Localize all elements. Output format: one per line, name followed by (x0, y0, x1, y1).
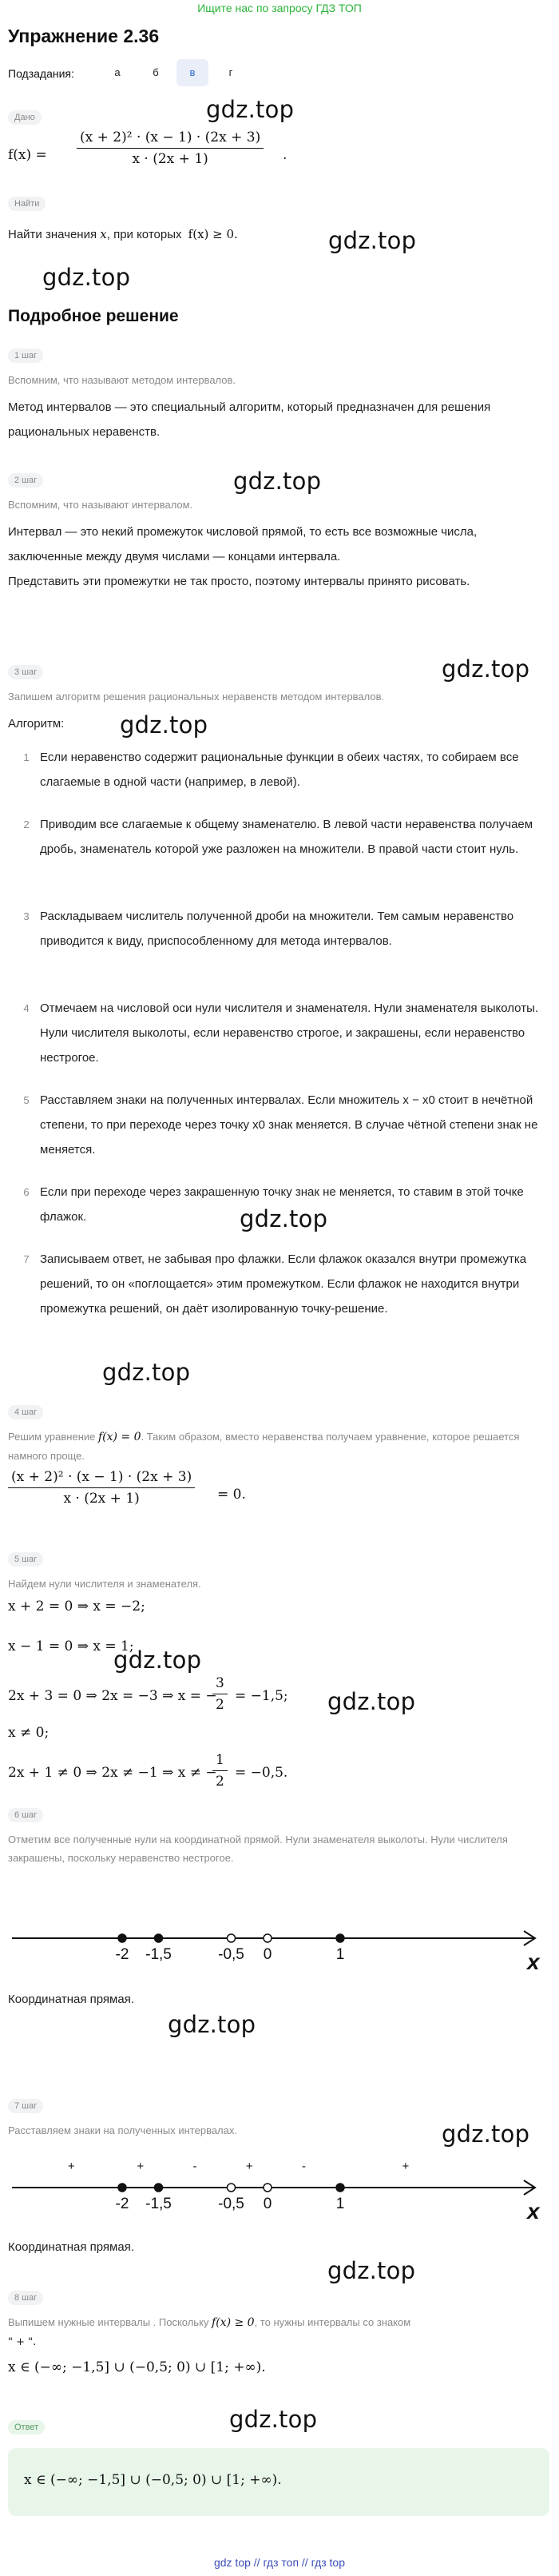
interval-sign: + (402, 2160, 410, 2173)
watermark: gdz.top (442, 2120, 530, 2148)
number-line-label: 0 (263, 1946, 272, 1963)
number-line-1 (0, 1902, 559, 1982)
watermark: gdz.top (168, 2011, 256, 2038)
step-6-caption: Координатная прямая. (8, 1993, 134, 2006)
step-2-tag: 2 шаг (8, 473, 43, 488)
step-4-hint: Решим уравнение f(x) = 0. Таким образом, вместо неравенства получаем уравнение, которое решается намного проще. (8, 1431, 520, 1462)
step-4-equation: $\frac{\text{(x + 2)² · (x − 1) · (2x + 3)}}{x \cdot (2x + 1)}$ = 0. (8, 1469, 327, 1519)
number-line-label: -2 (115, 2196, 129, 2212)
number-line-label: -0,5 (218, 1946, 244, 1963)
step-1-tag: 1 шаг (8, 348, 43, 363)
tab-v[interactable]: в (176, 59, 208, 86)
top-promo-link[interactable]: Ищите нас по запросу ГДЗ ТОП (197, 2, 362, 14)
number-line-point (264, 2184, 272, 2192)
given-formula: f(x) = $\frac{\text{(x + 2)² · (x − 1) · (2x + 3)}}{x \cdot (2x + 1)}$ . (8, 129, 287, 167)
watermark: gdz.top (229, 2406, 318, 2433)
number-line-point (155, 2184, 163, 2192)
step-2-hint: Вспомним, что называют интервалом. (8, 499, 193, 511)
number-line-label: 1 (335, 1946, 345, 1963)
interval-sign: - (192, 2160, 197, 2173)
step-4-fraction: $\frac{\text{(x + 2)² · (x − 1) · (2x + 3)}}{x \cdot (2x + 1)}$ (8, 1469, 195, 1507)
number-line-point (155, 1934, 163, 1942)
zero-line: 2x + 1 ≠ 0 ⇒ 2x ≠ −1 ⇒ x ≠ − $\frac{1}{2}$ = −0,5. (8, 1752, 288, 1790)
number-line-label: -0,5 (218, 2196, 244, 2212)
number-line-point (228, 1934, 236, 1942)
subtasks-label: Подзадания: (8, 67, 74, 80)
step-6-hint: Отметим все полученные нули на координатной прямой. Нули знаменателя выколоты. Нули числителя закрашены, поскольку неравенство нестрогое. (8, 1833, 508, 1864)
tab-g[interactable]: г (228, 66, 233, 78)
answer-box (8, 2448, 549, 2516)
number-line-label: -1,5 (145, 1946, 172, 1963)
axis-label: x (527, 2199, 540, 2224)
step-2-text-1: Интервал — это некий промежуток числовой прямой, то есть все возможные числа, заключенные между двумя числами — концами интервала. (8, 525, 478, 563)
zero-line: x ≠ 0; (8, 1725, 50, 1741)
zero-line: x − 1 = 0 ⇒ x = 1; (8, 1638, 134, 1654)
number-line-2 (0, 2142, 559, 2230)
watermark: gdz.top (240, 1205, 328, 1232)
axis-label: x (527, 1949, 540, 1974)
watermark: gdz.top (206, 96, 295, 123)
step-8-result: x ∈ (−∞; −1,5] ∪ (−0,5; 0) ∪ [1; +∞). (8, 2359, 266, 2375)
step-1-hint: Вспомним, что называют методом интервалов. (8, 374, 236, 386)
number-line-point (118, 1934, 126, 1942)
step-7-tag: 7 шаг (8, 2099, 43, 2113)
step-8-hint: Выпишем нужные интервалы . Поскольку f(x) ≥ 0, то нужны интервалы со знаком " + ". (8, 2316, 411, 2348)
number-line-label: -1,5 (145, 2196, 172, 2212)
solution-title: Подробное решение (8, 307, 179, 325)
watermark: gdz.top (442, 655, 530, 683)
step-3-hint: Запишем алгоритм решения рациональных неравенств методом интервалов. (8, 691, 385, 703)
watermark: gdz.top (327, 1688, 416, 1715)
interval-sign: + (137, 2160, 145, 2173)
number-line-label: 1 (335, 2196, 345, 2212)
zero-line: 2x + 3 = 0 ⇒ 2x = −3 ⇒ x = − $\frac{3}{2}$ = −1,5; (8, 1675, 288, 1713)
answer-text: x ∈ (−∞; −1,5] ∪ (−0,5; 0) ∪ [1; +∞). (24, 2472, 282, 2488)
watermark: gdz.top (120, 711, 208, 739)
number-line-point (228, 2184, 236, 2192)
tab-b[interactable]: б (153, 66, 159, 78)
given-tag: Дано (8, 110, 42, 125)
step-7-caption: Координатная прямая. (8, 2240, 134, 2254)
step-5-hint: Найдем нули числителя и знаменателя. (8, 1578, 201, 1590)
step-3-tag: 3 шаг (8, 665, 43, 679)
watermark: gdz.top (113, 1646, 202, 1674)
page-title: Упражнение 2.36 (8, 26, 160, 46)
interval-sign: - (302, 2160, 306, 2173)
algorithm-label: Алгоритм: (8, 717, 65, 731)
find-text: Найти значения x, при которых f(x) ≥ 0. (8, 227, 238, 241)
number-line-point (118, 2184, 126, 2192)
step-7-hint: Расставляем знаки на полученных интервалах. (8, 2124, 237, 2136)
watermark: gdz.top (233, 468, 322, 495)
step-2-text-2: Представить эти промежутки не так просто, поэтому интервалы принято рисовать. (8, 575, 470, 588)
watermark: gdz.top (328, 227, 417, 254)
step-1-text: Метод интервалов — это специальный алгоритм, который предназначен для решения рациональных неравенств. (8, 400, 491, 439)
answer-tag: Ответ (8, 2420, 45, 2435)
given-lhs: f(x) = (8, 147, 47, 163)
number-line-point (264, 1934, 272, 1942)
tab-a[interactable]: а (114, 66, 121, 78)
given-denominator: x · (2x + 1) (132, 151, 208, 167)
find-tag: Найти (8, 197, 46, 211)
step-8-tag: 8 шаг (8, 2291, 43, 2305)
given-numerator: (x + 2)² · (x − 1) · (2x + 3) (77, 129, 264, 149)
watermark: gdz.top (102, 1359, 191, 1386)
watermark: gdz.top (327, 2257, 416, 2284)
given-fraction (77, 129, 264, 167)
number-line-point (336, 2184, 344, 2192)
number-line-label: -2 (115, 1946, 129, 1963)
step-5-tag: 5 шаг (8, 1552, 43, 1567)
zero-line: x + 2 = 0 ⇒ x = −2; (8, 1599, 145, 1614)
number-line-label: 0 (263, 2196, 272, 2212)
interval-sign: + (245, 2160, 253, 2173)
step-6-tag: 6 шаг (8, 1808, 43, 1822)
footer-links[interactable]: gdz top // гдз топ // гдз top (213, 2556, 346, 2569)
number-line-point (336, 1934, 344, 1942)
step-4-tag: 4 шаг (8, 1405, 43, 1419)
watermark: gdz.top (42, 264, 131, 291)
interval-sign: + (67, 2160, 75, 2173)
